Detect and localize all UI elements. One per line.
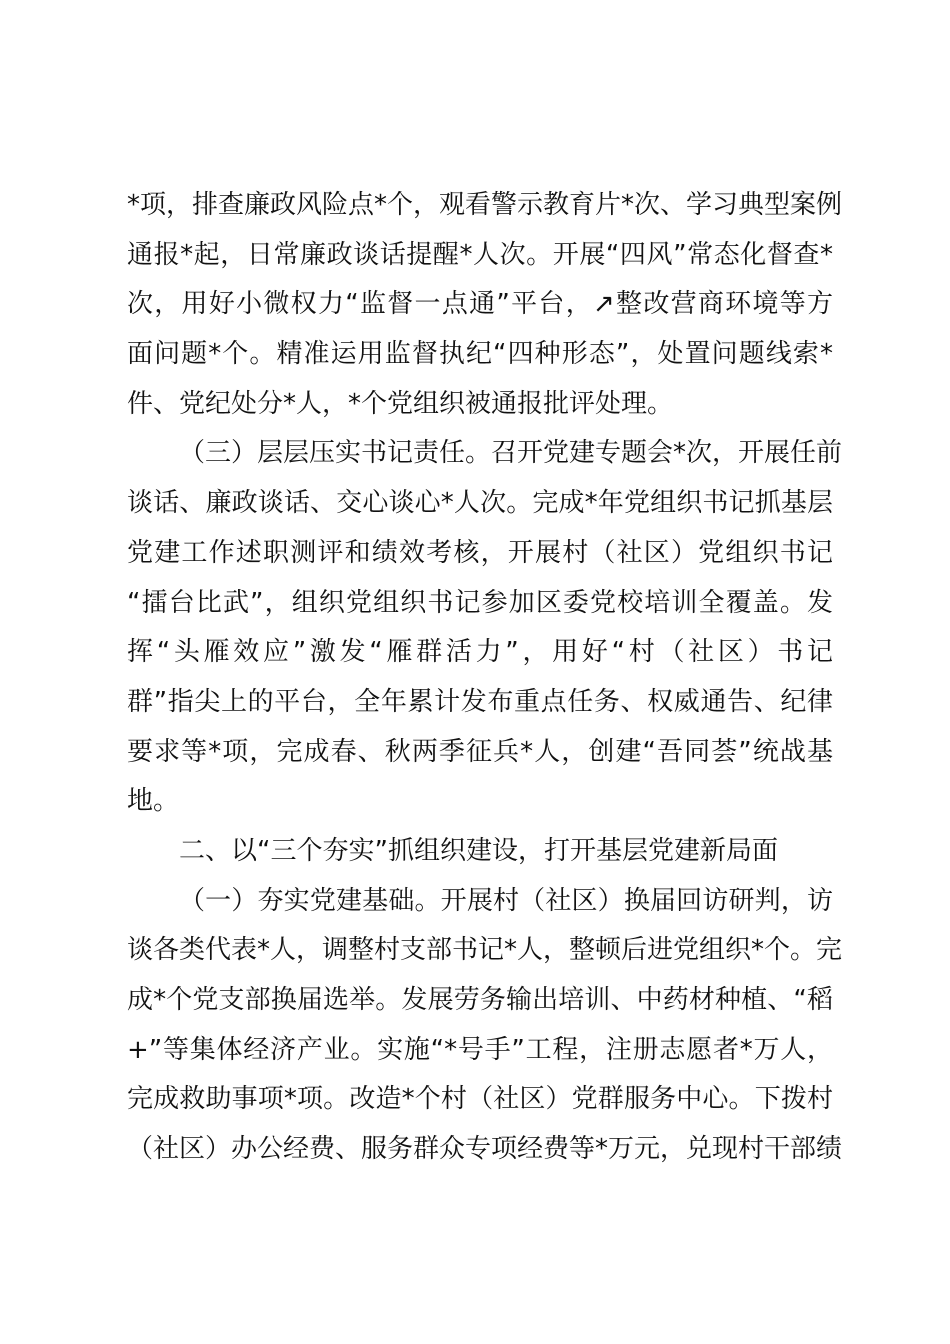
document-body bbox=[127, 181, 843, 1175]
text-line: 完成救助事项*项。改造*个村（社区）党群服务中心。下拨村 bbox=[127, 1084, 833, 1115]
text-line: （三）层层压实书记责任。召开党建专题会*次，开展任前 bbox=[179, 438, 843, 469]
text-line: （社区）办公经费、服务群众专项经费等*万元，兑现村干部绩 bbox=[127, 1134, 843, 1165]
text-line: 挥“头雁效应”激发“雁群活力”，用好“村（社区）书记 bbox=[127, 637, 833, 668]
text-line: 件、党纪处分*人，*个党组织被通报批评处理。 bbox=[127, 388, 674, 419]
text-line: 要求等*项，完成春、秋两季征兵*人，创建“吾同荟”统战基 bbox=[127, 736, 833, 767]
text-line: 谈各类代表*人，调整村支部书记*人，整顿后进党组织*个。完 bbox=[127, 935, 843, 966]
text-line: 党建工作述职测评和绩效考核，开展村（社区）党组织书记 bbox=[127, 537, 833, 568]
text-line: +”等集体经济产业。实施“*号手”工程，注册志愿者*万人， bbox=[127, 1034, 833, 1065]
text-line: 面问题*个。精准运用监督执纪“四种形态”，处置问题线索* bbox=[127, 339, 833, 370]
text-line: “擂台比武”，组织党组织书记参加区委党校培训全覆盖。发 bbox=[127, 587, 833, 618]
text-line: *项，排查廉政风险点*个，观看警示教育片*次、学习典型案例 bbox=[127, 190, 843, 220]
text-line: 群”指尖上的平台，全年累计发布重点任务、权威通告、纪律 bbox=[127, 686, 833, 717]
text-line: 二、以“三个夯实”抓组织建设，打开基层党建新局面 bbox=[179, 835, 778, 866]
text-line: （一）夯实党建基础。开展村（社区）换届回访研判，访 bbox=[179, 885, 833, 916]
text-line: 成*个党支部换届选举。发展劳务输出培训、中药材种植、“稻 bbox=[127, 985, 833, 1015]
text-line: 通报*起，日常廉政谈话提醒*人次。开展“四风”常态化督查* bbox=[127, 239, 833, 270]
text-line: 谈话、廉政谈话、交心谈心*人次。完成*年党组织书记抓基层 bbox=[127, 488, 833, 519]
text-line: 次，用好小微权力“监督一点通”平台，↗整改营商环境等方 bbox=[127, 289, 833, 320]
text-line: 地。 bbox=[127, 786, 180, 817]
